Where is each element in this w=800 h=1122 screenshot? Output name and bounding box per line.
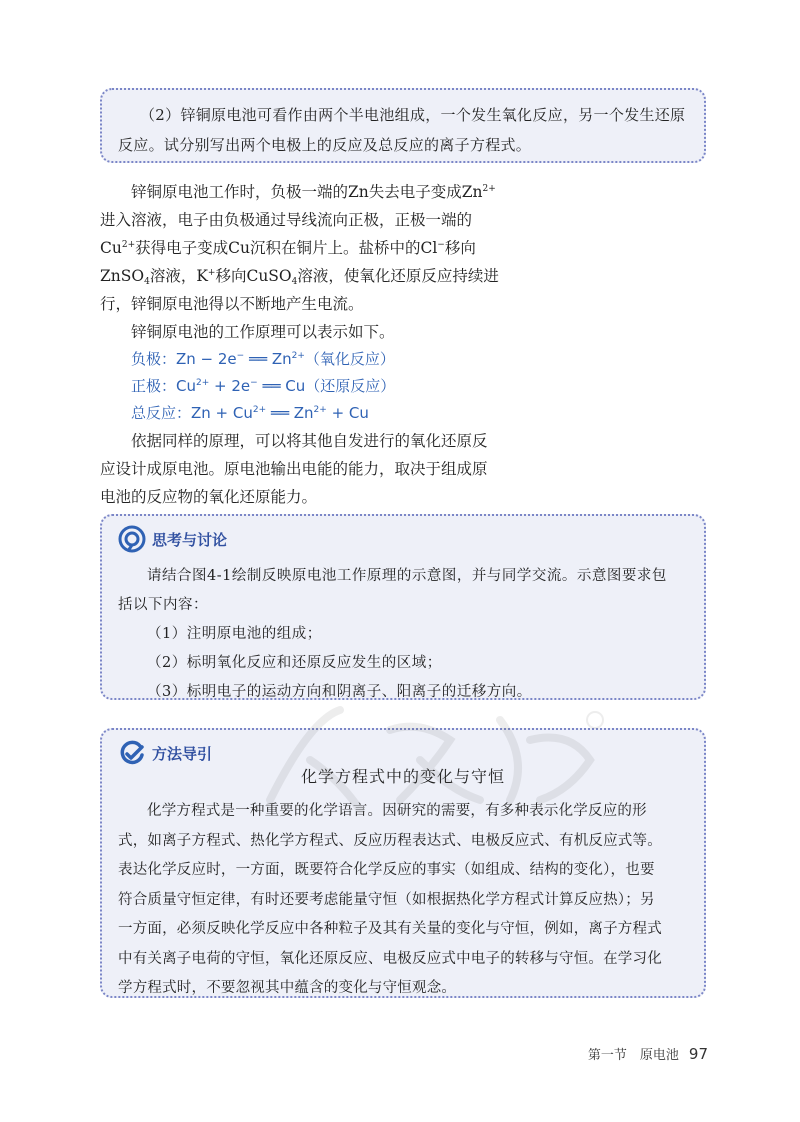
method-guide-title: 化学方程式中的变化与守恒 — [300, 767, 505, 786]
method-line-4: 符合质量守恒定律，有时还要考虑能量守恒（如根据热化学方程式计算反应热）；另 — [118, 891, 655, 908]
paragraph-1-line-4: ZnSO$_4$溶液，K+移向CuSO$_4$溶液，使氧化还原反应持续进 — [100, 267, 499, 287]
paragraph-1-line-3: $Cu^{2+}$获得电子变成Cu沉积在铜片上。盐桥中的Cl−移向 — [100, 239, 476, 257]
discussion-icon — [118, 525, 146, 553]
page-number: 97 — [688, 1045, 708, 1063]
equation-total: 总反应：$Zn + Cu^{2+}$ ══ $Zn^{2+} + Cu$ — [131, 404, 369, 422]
paragraph-1-line-5: 行，锌铜原电池得以不断地产生电流。 — [100, 295, 364, 313]
paragraph-2: 锌铜原电池的工作原理可以表示如下。 — [131, 323, 395, 341]
equation-positive: 正极：$Cu^{2+} + 2e^-$ ══ Cu（还原反应） — [131, 377, 396, 395]
paragraph-1-line-2: 进入溶液，电子由负极通过导线流向正极，正极一端的 — [100, 211, 473, 229]
question-line-1: （2）锌铜原电池可看作由两个半电池组成，一个发生氧化反应，另一个发生还原 — [140, 106, 686, 124]
method-line-1: 化学方程式是一种重要的化学语言。因研究的需要，有多种表示化学反应的形 — [147, 803, 647, 819]
think-item-1: （1）注明原电池的组成； — [147, 626, 322, 642]
method-line-2: 式，如离子方程式、热化学方程式、反应历程表达式、电极反应式、有机反应式等。 — [118, 832, 662, 849]
think-intro-line-1: 请结合图4-1绘制反映原电池工作原理的示意图，并与同学交流。示意图要求包 — [147, 568, 667, 584]
method-line-5: 一方面，必须反映化学反应中各种粒子及其有关量的变化与守恒，例如，离子方程式 — [118, 921, 662, 937]
think-discuss-label: 思考与讨论 — [152, 530, 228, 549]
method-line-6: 中有关离子电荷的守恒，氧化还原反应、电极反应式中电子的转移与守恒。在学习化 — [118, 950, 662, 967]
method-line-3: 表达化学反应时，一方面，既要符合化学反应的事实（如组成、结构的变化），也要 — [118, 862, 655, 878]
question-line-2: 反应。试分别写出两个电极上的反应及总反应的离子方程式。 — [118, 136, 532, 154]
page-footer — [588, 1044, 708, 1063]
paragraph-3: 依据同样的原理，可以将其他自发进行的氧化还原反 — [131, 432, 488, 450]
paragraph-3-line-3: 电池的反应物的氧化还原能力。 — [100, 488, 318, 506]
paragraph-1: 锌铜原电池工作时，负极一端的Zn失去电子变成$Zn^{2+}$ — [131, 183, 496, 201]
method-guide-box — [100, 728, 706, 998]
question-box — [100, 88, 706, 163]
think-item-3: （3）标明电子的运动方向和阴离子、阳离子的迁移方向。 — [147, 684, 532, 700]
paragraph-3-line-2: 应设计成原电池。原电池输出电能的能力，取决于组成原 — [100, 460, 488, 478]
method-guide-icon — [118, 739, 146, 767]
footer-section: 第一节 原电池 — [587, 1048, 679, 1063]
think-discuss-box — [100, 514, 706, 700]
main-text — [100, 178, 520, 511]
method-guide-label: 方法导引 — [152, 744, 213, 763]
method-line-7: 学方程式时，不要忽视其中蕴含的变化与守恒观念。 — [118, 980, 457, 996]
equation-negative: 负极：Zn − 2e− ══ $Zn^{2+}$（氧化反应） — [131, 350, 395, 368]
think-discuss-header — [118, 522, 688, 556]
think-item-2: （2）标明氧化反应和还原反应发生的区域； — [147, 655, 442, 671]
think-intro-line-2: 括以下内容： — [118, 597, 208, 613]
